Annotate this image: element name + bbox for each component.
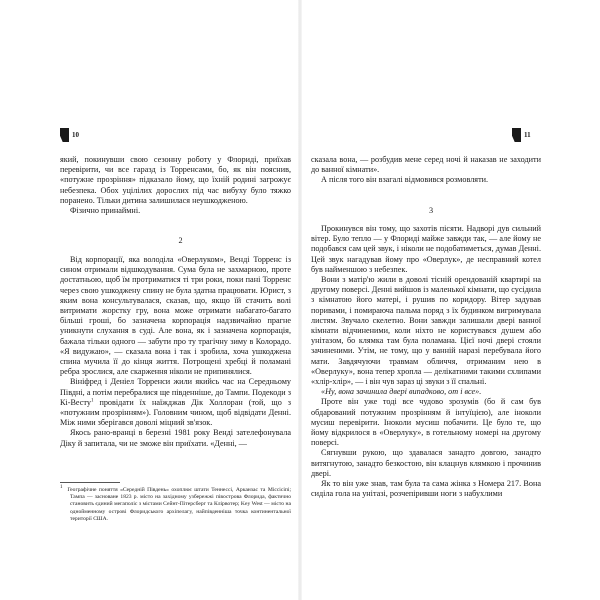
- footnote-rule: [60, 482, 120, 483]
- left-page-text-top: [60, 155, 291, 216]
- right-page-number-text: 11: [524, 130, 531, 139]
- left-page-number-text: 10: [72, 130, 79, 139]
- paragraph: «Ну, вона зачинила двері випадково, от і все».: [321, 387, 482, 397]
- paragraph: [60, 377, 291, 428]
- paragraph: Сягнувши рукою, що здавалася занадто довгою, занадто витягнутою, занадто безкостою, він клацнув клямкою і прочинив двері.: [311, 448, 541, 478]
- right-page-number: [512, 128, 531, 142]
- paragraph: Вони з матір'ю жили в доволі тісній орендованій квартирі на другому поверсі. Денні вийшов із маленької кімнати, що сусідила з кімнатою його матері, і рушив по коридору. Вітер задував поривами, і помираюча пальма поряд з їх будинком вигримувала листям. Звучало скелетно. Вони завжди залишали двері ванної кімнати відчиненими, коли ніхто не користувався душем або унітазом, бо клямка там була поламана. Цієї ночі двері стояли зачиненими. Утім, не тому, що у ванній наразі перебувала його мати. Завдячуючи травмам обличчя, отриманим нею в «Оверлуку», вона тепер хропла — делікатними такими схлипами «хлір-хлір», — і він чув зараз ці звуки з її спальні.: [311, 275, 541, 387]
- paragraph: Фізично принаймні.: [70, 206, 141, 216]
- paragraph: сказала вона, — розбудив мене серед ночі й наказав не заходити до ванної кімнати».: [311, 155, 541, 175]
- paragraph-part: провідати їх наїжджав Дік Холлоран (той, що з «потужним прозрінням»). Головним чином, щоб відвідати Денні. Між ними зберігався доволі міцний зв'язок.: [60, 397, 292, 428]
- left-page-text-bottom: [60, 255, 291, 449]
- footnote: [60, 482, 291, 523]
- paragraph: Як то він уже знав, там була та сама жінка з Номера 217. Вона сиділа гола на унітазі, розчепіривши ноги з набухлими: [311, 479, 541, 499]
- paragraph: Від корпорації, яка володіла «Оверлуком», Венді Торренс із сином отримали відшкодування. Сума була не захмарною, проте достатньою, щоб їм протриматися ті три роки, поки пані Торренс через свою ушкоджену спину не була здатна працювати. Юрист, з яким вона консультувалася, сказав, що, якщо їй стачить волі витримати жорстку гру, вона може отримати набагато-багато більші гроші, бо зазначена корпорація надзвичайно прагне уникнути слухання в суді. Але вона, як і зазначена корпорація, бажала тільки одного — забути про ту трагічну зиму в Колорадо. «Я видужаю», — сказала вона і так і зробила, хоча ушкоджена спина мучила її до кінця життя. Потрощені хребці й поламані ребра зрослися, але скарження ніколи не припинялися.: [60, 255, 291, 377]
- paragraph: Прокинувся він тому, що захотів пісяти. Надворі дув сильний вітер. Було тепло — у Флориді майже завжди так, — але йому не подобався сам цей звук, і ніколи не подобатиметься, думав Денні. Цей звук нагадував йому про «Оверлук», де несправний котел був найменшою з небезпек.: [311, 224, 541, 274]
- footnote-reference: 1: [90, 398, 94, 404]
- chapter-number: 3: [428, 206, 434, 215]
- right-page-text-bottom: [311, 224, 541, 499]
- footnote-paragraph: [60, 487, 291, 523]
- right-chapter-heading-block: [311, 206, 541, 216]
- paragraph: Проте він уже тоді все чудово зрозумів (бо й сам був обдарований потужним прозрінням й інтуїцією), але іноколи мусиш перевірити. Іноколи мусиш побачити. Це було те, що йому відкрилося в «Оверлуку», в готельному номері на другому поверсі.: [311, 397, 541, 448]
- folio-mark-icon: [512, 128, 521, 142]
- right-page-text-top: [311, 155, 541, 186]
- paragraph: А після того він взагалі відмовився розмовляти.: [321, 175, 489, 185]
- page-gutter: [298, 0, 302, 600]
- paragraph-part: Вініфред і Деніел Торренси жили якийсь час на Середньому Півдні, а потім перебралися ще південніше, до Тампи. Подекоди з Кі-Весту: [60, 377, 291, 407]
- footnote-text: Географічне поняття «Середній Південь» охоплює штати Теннессі, Арканзас та Міссісіпі; Тампа — засноване 1823 р. місто на західному узбережжі півострова Флорида, фактично становить єдиний мегаполіс з містами Сейнт-Пітерсберг та Клірвотер; Key West — місто на однойменному острові Флоридського архіпелагу, найпівденніша точка континентальної території США.: [67, 487, 292, 522]
- footnote-marker: 1: [60, 485, 63, 491]
- chapter-number: 2: [178, 236, 183, 245]
- left-chapter-heading-block: [60, 236, 291, 246]
- folio-mark-icon: [60, 128, 69, 142]
- left-page-number: [60, 128, 79, 142]
- paragraph: який, покинувши свою сезонну роботу у Флориді, приїхав перевірити, чи все гаразд із Торренсами, бо, як він пояснив, «потужне прозріння» підказало йому, що їхній родині загрожує небезпека. Обох уцілілих дорослих під час вибуху було тяжко поранено. Тільки дитина залишилася неушкодженою.: [60, 155, 291, 205]
- paragraph: Якось рано-вранці в березні 1981 року Венді зателефонувала Діку й запитала, чи не зможе він приїхати. «Денні, —: [60, 428, 291, 448]
